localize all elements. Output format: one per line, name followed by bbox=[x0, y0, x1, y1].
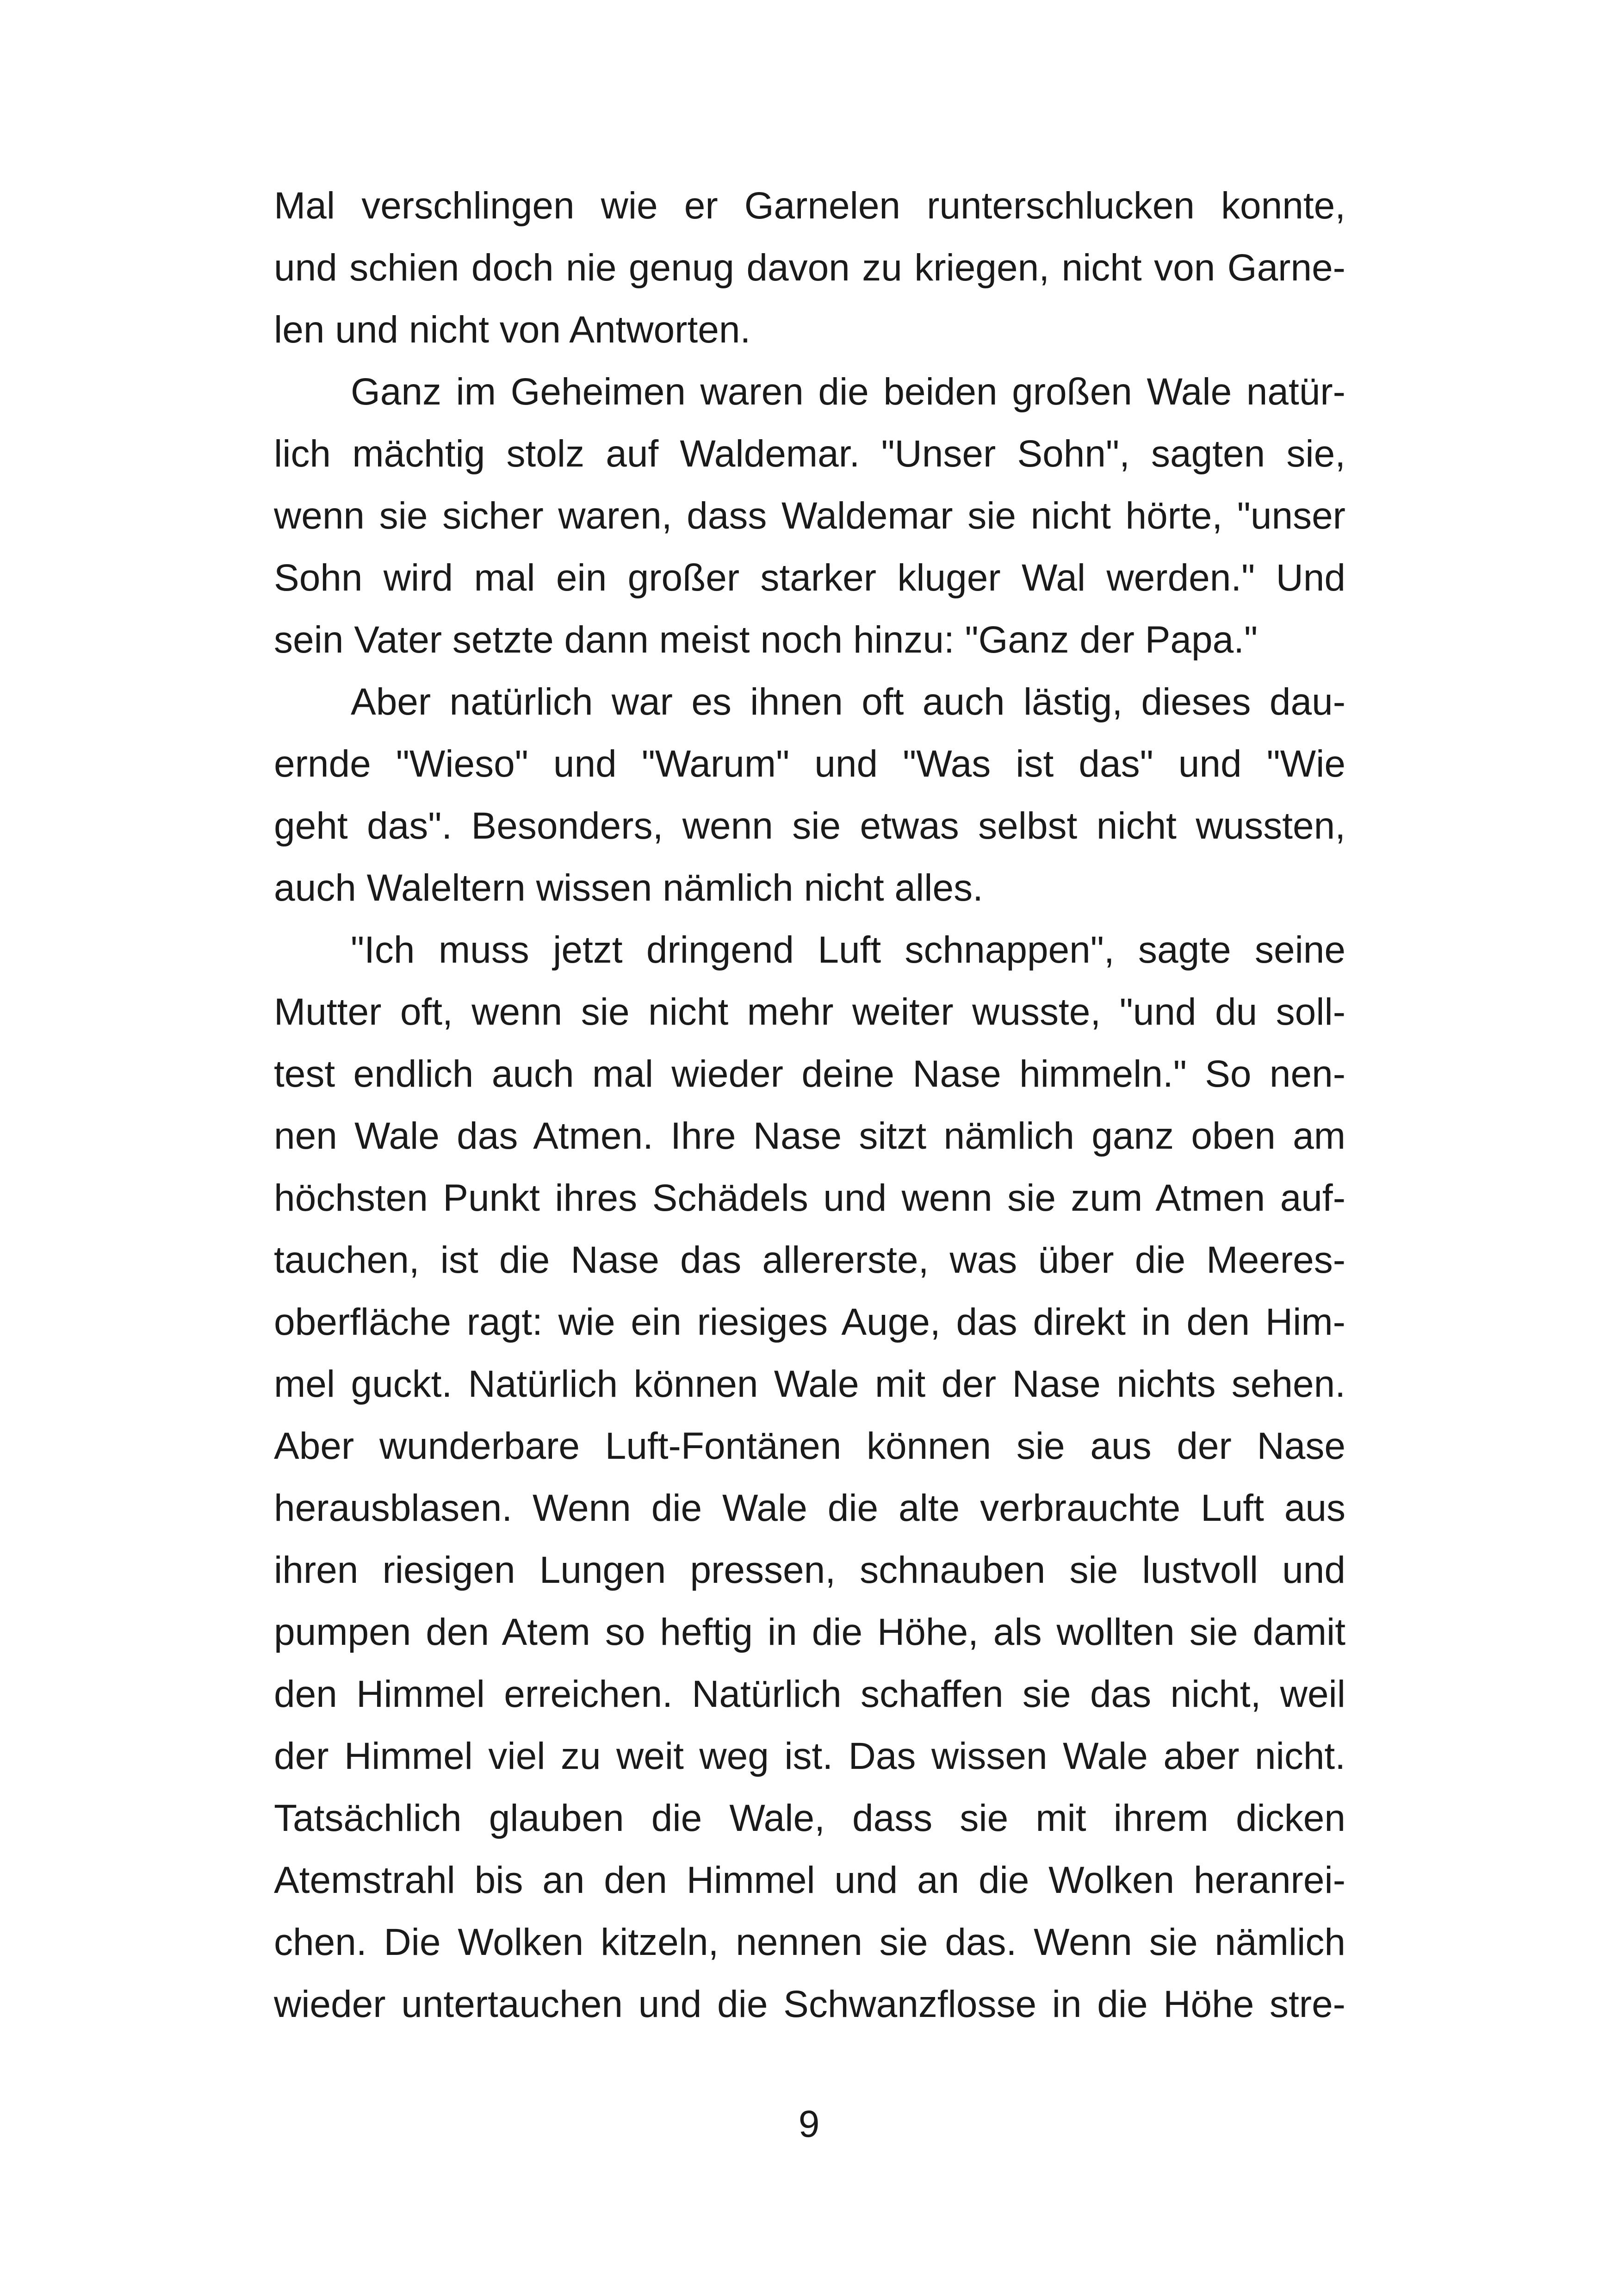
text-line: Ganz im Geheimen waren die beiden großen Wale natür- bbox=[351, 371, 1345, 413]
text-line: sein Vater setzte dann meist noch hinzu: "Ganz der Papa." bbox=[274, 619, 1258, 661]
text-line: ernde "Wieso" und "Warum" und "Was ist das" und "Wie bbox=[274, 743, 1345, 785]
text-line: und schien doch nie genug davon zu kriegen, nicht von Garne- bbox=[274, 247, 1345, 289]
text-line: Mutter oft, wenn sie nicht mehr weiter wusste, "und du soll- bbox=[274, 991, 1345, 1033]
text-line: herausblasen. Wenn die Wale die alte verbrauchte Luft aus bbox=[274, 1487, 1345, 1529]
text-line: tauchen, ist die Nase das allererste, was über die Meeres- bbox=[274, 1239, 1345, 1281]
text-line: wenn sie sicher waren, dass Waldemar sie nicht hörte, "unser bbox=[274, 495, 1345, 537]
text-line: der Himmel viel zu weit weg ist. Das wissen Wale aber nicht. bbox=[274, 1735, 1345, 1777]
text-line: Mal verschlingen wie er Garnelen runterschlucken konnte, bbox=[274, 185, 1345, 227]
text-line: den Himmel erreichen. Natürlich schaffen sie das nicht, weil bbox=[274, 1673, 1345, 1715]
text-line: Aber wunderbare Luft-Fontänen können sie aus der Nase bbox=[274, 1425, 1345, 1467]
text-line: Sohn wird mal ein großer starker kluger Wal werden." Und bbox=[274, 557, 1345, 599]
text-line: test endlich auch mal wieder deine Nase himmeln." So nen- bbox=[274, 1053, 1345, 1095]
text-line: ihren riesigen Lungen pressen, schnauben sie lustvoll und bbox=[274, 1549, 1345, 1591]
text-line: chen. Die Wolken kitzeln, nennen sie das. Wenn sie nämlich bbox=[274, 1921, 1345, 1963]
text-line: nen Wale das Atmen. Ihre Nase sitzt nämlich ganz oben am bbox=[274, 1115, 1345, 1157]
text-line: höchsten Punkt ihres Schädels und wenn sie zum Atmen auf- bbox=[274, 1177, 1345, 1219]
text-line: auch Waleltern wissen nämlich nicht alles. bbox=[274, 867, 983, 909]
text-line: pumpen den Atem so heftig in die Höhe, als wollten sie damit bbox=[274, 1611, 1345, 1653]
text-line: mel guckt. Natürlich können Wale mit der Nase nichts sehen. bbox=[274, 1363, 1345, 1405]
text-line: wieder untertauchen und die Schwanzflosse in die Höhe stre- bbox=[274, 1983, 1345, 2025]
page-body bbox=[274, 175, 1345, 2035]
text-line: lich mächtig stolz auf Waldemar. "Unser Sohn", sagten sie, bbox=[274, 433, 1345, 475]
text-line: oberfläche ragt: wie ein riesiges Auge, das direkt in den Him- bbox=[274, 1301, 1345, 1343]
text-line: len und nicht von Antworten. bbox=[274, 309, 751, 351]
text-line: Tatsächlich glauben die Wale, dass sie mit ihrem dicken bbox=[274, 1797, 1345, 1839]
text-line: "Ich muss jetzt dringend Luft schnappen", sagte seine bbox=[351, 929, 1345, 971]
text-line: Aber natürlich war es ihnen oft auch lästig, dieses dau- bbox=[351, 681, 1345, 723]
text-line: geht das". Besonders, wenn sie etwas selbst nicht wussten, bbox=[274, 805, 1345, 847]
page-number: 9 bbox=[798, 2103, 820, 2145]
text-line: Atemstrahl bis an den Himmel und an die Wolken heranrei- bbox=[274, 1859, 1345, 1901]
